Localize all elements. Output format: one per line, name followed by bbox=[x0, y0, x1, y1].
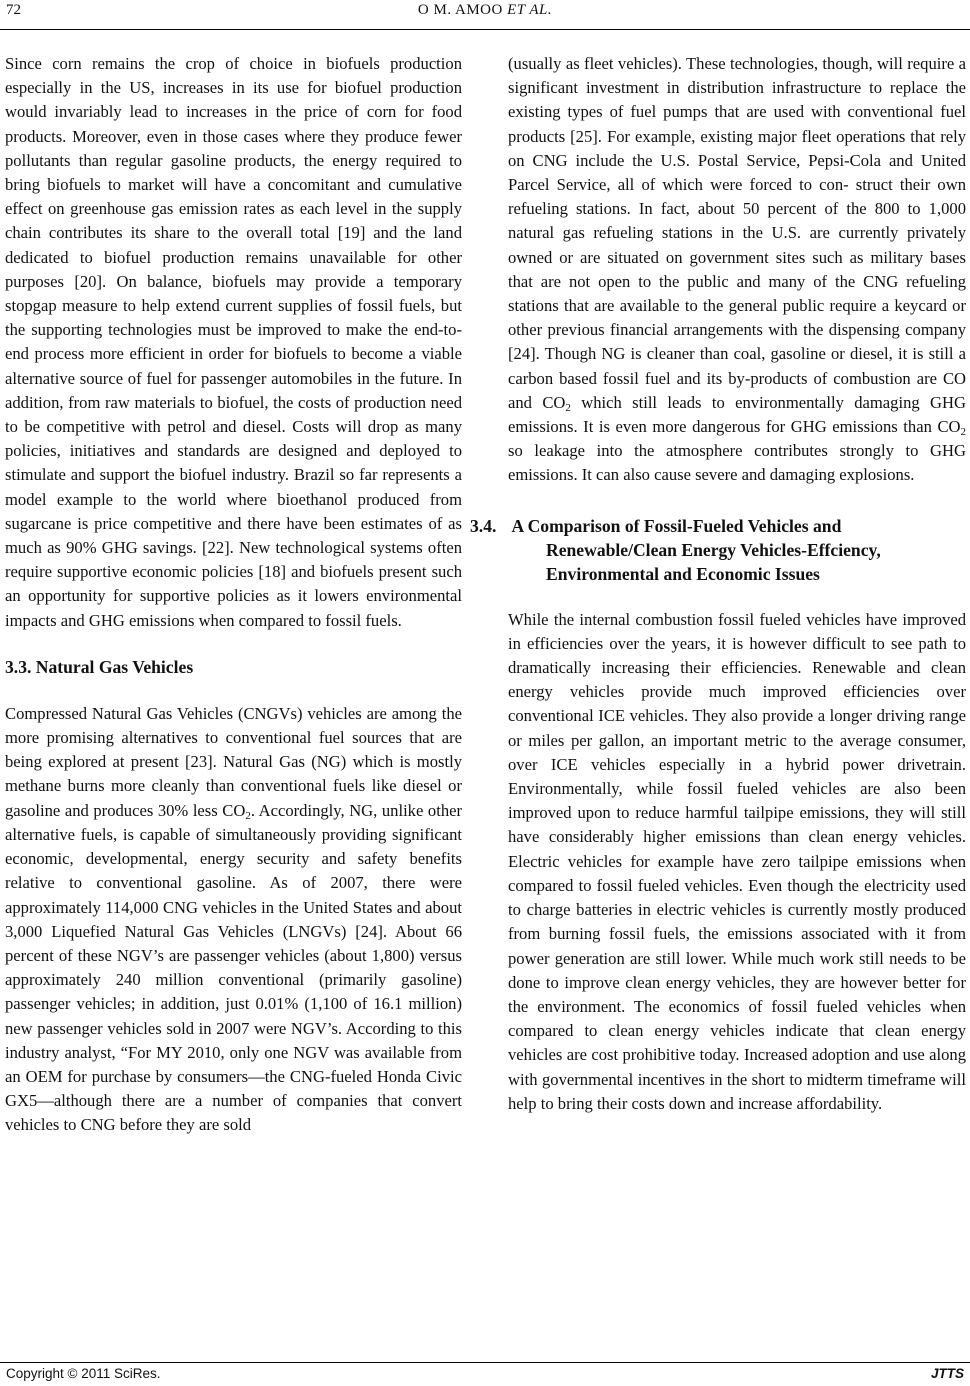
running-head-author: O M. AMOO bbox=[417, 2, 503, 18]
running-head bbox=[0, 2, 970, 19]
paragraph-biofuels: Since corn remains the crop of choice in biofuels production especially in the US, increases in its use for biofuel production would invariably lead to increases in the price of corn for food products. Moreover, even in those cases where they produce fewer pollutants than regular gasoline products, the energy required to bring biofuels to market will have a concomitant and cumulative effect on greenhouse gas emission rates as each level in the supply chain contributes its share to the overall total [19] and the land dedicated to biofuel production remains unavailable for other purposes [20]. On balance, biofuels may provide a temporary stopgap measure to help extend current supplies of fossil fuels, but the supporting technologies must be improved to make the end-to-end process more efficient in order for biofuels to become a viable alternative source of fuel for passenger automobiles in the future. In addition, from raw materials to biofuel, the costs of production need to be competitive with petrol and diesel. Costs will drop as many policies, initiatives and standards are designed and deployed to stimulate and support the biofuel industry. Brazil so far represents a model example to the world where bioethanol produced from sugarcane is price competitive and there have been estimates of as much as 90% GHG savings. [22]. New technological systems often require supportive economic policies [18] and biofuels present such an opportunity for supportive policies as it lowers environmental impacts and GHG emissions when compared to fossil fuels. bbox=[5, 54, 462, 630]
section-heading-3-4-title: A Comparison of Fossil-Fueled Vehicles and Renewable/Clean Energy Vehicles-Effciency, Environmental and Economic Issues bbox=[511, 515, 881, 584]
paragraph-fleet-vehicles: (usually as fleet vehicles). These technologies, though, will require a significant investment in distribution infrastructure to replace the existing types of fuel pumps that are used with conventional fuel products [25]. For example, existing major fleet operations that rely on CNG include the U.S. Postal Service, Pepsi-Cola and United Parcel Service, all of which were forced to con- struct their own refueling stations. In fact, about 50 percent of the 800 to 1,000 natural gas refueling stations in the U.S. are currently privately owned or are situated on government sites such as military bases that are not open to the public and many of the CNG refueling stations that are available to the general public require a keycard or other previous financial arrangements with the dispensing company [24]. Though NG is cleaner than coal, gasoline or diesel, it is still a carbon based fossil fuel and its by-products of combustion are CO and $CO_2$ which still leads to environmentally damaging GHG emissions. It is even more dangerous for GHG emissions than $CO_2$ so leakage into the atmosphere contributes strongly to GHG emissions. It can also cause severe and damaging explosions. bbox=[508, 54, 966, 485]
paragraph-comparison: While the internal combustion fossil fueled vehicles have improved in efficiencies over the years, it is however difficult to see path to dramatically increasing their efficiencies. Renewable and clean energy vehicles provide much improved efficiencies over conventional ICE vehicles. They also provide a longer driving range or miles per gallon, an important metric to the average consumer, over ICE vehicles especially in a hybrid power drivetrain. Environmentally, while fossil fueled vehicles are also been improved upon to reduce harmful tailpipe emissions, they will still have considerably higher emissions than clean energy vehicles. Electric vehicles for example have zero tailpipe emissions when compared to fossil fueled vehicles. Even though the electricity used to charge batteries in electric vehicles is currently mostly produced from burning fossil fuels, the emissions associated with it from power generation are still lower. While much work still needs to be done to improve clean energy vehicles, they are however better for the environment. The economics of fossil fueled vehicles when compared to clean energy vehicles indicate that clean energy vehicles are cost prohibitive today. Increased adoption and use along with governmental incentives in the short to midterm timeframe will help to bring their costs down and increase affordability. bbox=[508, 609, 966, 1113]
page-header bbox=[0, 0, 970, 32]
footer-rule bbox=[0, 1362, 970, 1363]
right-column bbox=[470, 52, 966, 1116]
page-number: 72 bbox=[6, 2, 21, 18]
left-column bbox=[5, 52, 462, 1138]
header-rule bbox=[0, 29, 970, 30]
running-head-etal: ET AL. bbox=[507, 2, 553, 18]
section-heading-3-4: 3.4. A Comparison of Fossil-Fueled Vehicles and Renewable/Clean Energy Vehicles-Effciency, Environmental and Economic Issues bbox=[470, 515, 881, 584]
section-heading-3-3: 3.3. Natural Gas Vehicles bbox=[5, 656, 194, 677]
footer-copyright: Copyright © 2011 SciRes. bbox=[6, 1366, 161, 1381]
paragraph-natural-gas: Compressed Natural Gas Vehicles (CNGVs) vehicles are among the more promising alternatives to conventional fuel sources that are being explored at present [23]. Natural Gas (NG) which is mostly methane burns more cleanly than conventional fuels like diesel or gasoline and produces 30% less $CO_2$. Accordingly, NG, unlike other alternative fuels, is capable of simultaneously providing significant economic, developmental, energy security and safety benefits relative to conventional gasoline. As of 2007, there were approximately 114,000 CNG vehicles in the United States and about 3,000 Liquefied Natural Gas Vehicles (LNGVs) [24]. About 66 percent of these NGV’s are passenger vehicles (about 1,800) versus approximately 240 million conventional (primarily gasoline) passenger vehicles; in addition, just 0.01% (1,100 of 16.1 million) new passenger vehicles sold in 2007 were NGV’s. According to this industry analyst, “For MY 2010, only one NGV was available from an OEM for purchase by consumers—the CNG-fueled Honda Civic GX5—although there are a number of companies that convert vehicles to CNG before they are sold bbox=[5, 703, 463, 1135]
footer-journal: JTTS bbox=[930, 1366, 964, 1381]
